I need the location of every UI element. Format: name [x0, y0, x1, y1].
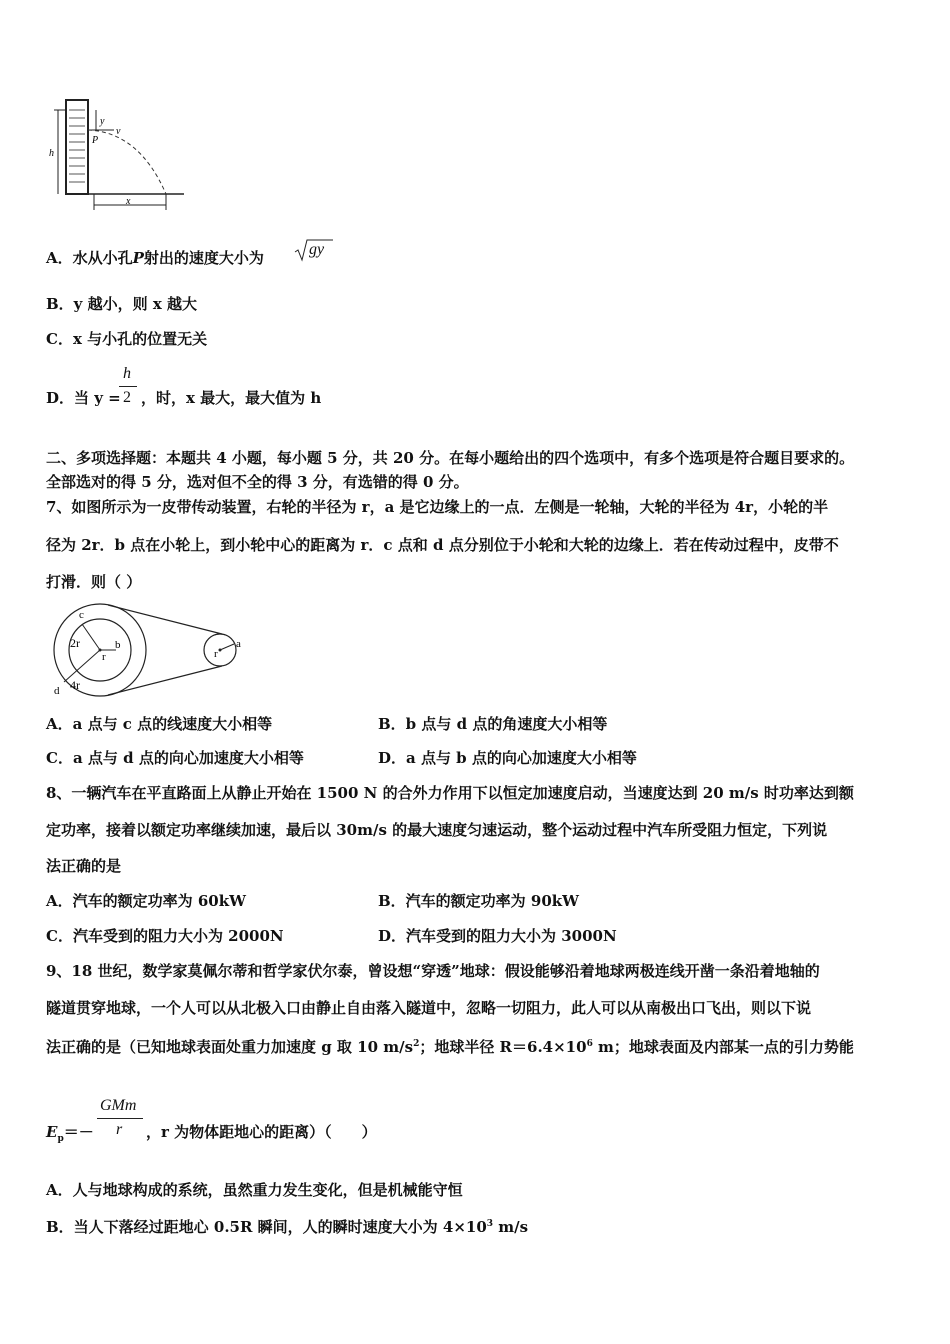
belt-pulley-figure: [46, 602, 256, 702]
q6-fraction-bar: [119, 386, 137, 387]
q8-option-b[interactable]: B．汽车的额定功率为 90kW: [378, 892, 580, 910]
q9-line3-sup2: 6: [586, 1039, 593, 1049]
q8-option-a[interactable]: A．汽车的额定功率为 60kW: [46, 892, 246, 910]
q8-option-c[interactable]: C．汽车受到的阻力大小为 2000N: [46, 927, 284, 945]
water-tank-figure: [44, 92, 194, 212]
q9-ep-formula: [46, 1122, 94, 1149]
q6-option-c[interactable]: C．x 与小孔的位置无关: [46, 330, 208, 348]
tank-label-y: y: [100, 116, 105, 127]
pulley-label-d: d: [54, 685, 60, 697]
q9-line3-mid: ；地球半径 R＝6.4×10: [419, 1038, 587, 1056]
q9-line1: 9、18 世纪，数学家莫佩尔蒂和哲学家伏尔泰，曾设想“穿透”地球：假设能够沿着地球两极连线开凿一条沿着地轴的: [46, 962, 820, 980]
q6-option-a-sqrt: gy: [309, 241, 325, 258]
pulley-label-b: b: [115, 639, 121, 651]
q7-option-b[interactable]: B．b 点与 d 点的角速度大小相等: [378, 715, 608, 733]
q9-ep-label: E: [46, 1123, 58, 1141]
q6-option-d[interactable]: [46, 388, 121, 408]
q8-option-d[interactable]: D．汽车受到的阻力大小为 3000N: [378, 927, 617, 945]
q7-option-d[interactable]: D．a 点与 b 点的向心加速度大小相等: [378, 749, 637, 767]
q9-ep-post: ，r 为物体距地心的距离）（ ）: [146, 1123, 377, 1141]
q8-line2: 定功率，接着以额定功率继续加速，最后以 30m/s 的最大速度匀速运动，整个运动过程中汽车所受阻力恒定，下列说: [46, 821, 828, 839]
q6-option-d-den: 2: [123, 389, 131, 406]
tank-label-P: P: [92, 135, 99, 146]
q9-line2: 隧道贯穿地球，一个人可以从北极入口由静止自由落入隧道中，忽略一切阻力，此人可以从南极出口飞出，则以下说: [46, 999, 812, 1017]
q6-option-d-num: h: [123, 365, 131, 382]
q7-line2: 径为 2r．b 点在小轮上，到小轮中心的距离为 r．c 点和 d 点分别位于小轮和大轮的边缘上．若在传动过程中，皮带不: [46, 536, 839, 554]
q7-line1: 7、如图所示为一皮带传动装置，右轮的半径为 r，a 是它边缘上的一点．左侧是一轮轴，大轮的半径为 4r，小轮的半: [46, 498, 829, 516]
q9-ep-eq: ＝－: [63, 1123, 94, 1141]
q9-ep-denominator: r: [116, 1121, 123, 1138]
q8-line1: 8、一辆汽车在平直路面上从静止开始在 1500 N 的合外力作用下以恒定加速度启动，当速度达到 20 m/s 时功率达到额: [46, 784, 854, 802]
q9-ep-numerator: GMm: [100, 1097, 137, 1114]
q9-option-b[interactable]: [46, 1214, 528, 1237]
q9-option-b-pre: B．当人下落经过距地心 0.5R 瞬间，人的瞬时速度大小为 4×10: [46, 1218, 487, 1236]
q9-line3-pre: 法正确的是（已知地球表面处重力加速度 g 取 10 m/s: [46, 1038, 414, 1056]
q7-option-a[interactable]: A．a 点与 c 点的线速度大小相等: [46, 715, 273, 733]
q6-option-d-pre: D．当 y =: [46, 389, 121, 407]
q9-ep-fraction-bar: [97, 1118, 143, 1119]
section2-line2: 全部选对的得 5 分，选对但不全的得 3 分，有选错的得 0 分。: [46, 473, 469, 491]
q9-line3: [46, 1034, 854, 1057]
q6-option-d-post: ，时，x 最大，最大值为 h: [141, 389, 322, 407]
q6-option-a-pre: A．水从小孔: [46, 249, 133, 267]
pulley-label-a: a: [236, 638, 241, 650]
q6-option-a[interactable]: [46, 248, 264, 268]
pulley-label-r-left: r: [102, 651, 106, 663]
q6-option-b[interactable]: B．y 越小，则 x 越大: [46, 295, 198, 313]
pulley-label-4r: 4r: [70, 678, 80, 692]
section2-line1: 二、多项选择题：本题共 4 小题，每小题 5 分，共 20 分。在每小题给出的四个选项中，有多个选项是符合题目要求的。: [46, 449, 855, 467]
q9-ep-sub: p: [57, 1134, 64, 1144]
tank-label-x: x: [126, 196, 131, 207]
q8-line3: 法正确的是: [46, 857, 122, 875]
q9-option-b-sup: 3: [486, 1219, 494, 1229]
q7-option-c[interactable]: C．a 点与 d 点的向心加速度大小相等: [46, 749, 304, 767]
tank-label-h: h: [49, 148, 54, 159]
q7-line3: 打滑．则（ ）: [46, 573, 142, 591]
q9-line3-sup1: 2: [413, 1039, 420, 1049]
q6-option-a-post: 射出的速度大小为: [143, 249, 264, 267]
tank-label-v: v: [116, 126, 121, 137]
q9-option-a[interactable]: A．人与地球构成的系统，虽然重力发生变化，但是机械能守恒: [46, 1181, 463, 1199]
pulley-label-r-right: r: [214, 648, 218, 660]
pulley-label-2r: 2r: [70, 636, 80, 650]
q9-option-b-post: m/s: [493, 1218, 529, 1236]
pulley-label-c: c: [79, 609, 84, 621]
q9-line3-post: m；地球表面及内部某一点的引力势能: [592, 1038, 854, 1056]
q6-option-a-P: P: [132, 249, 144, 267]
